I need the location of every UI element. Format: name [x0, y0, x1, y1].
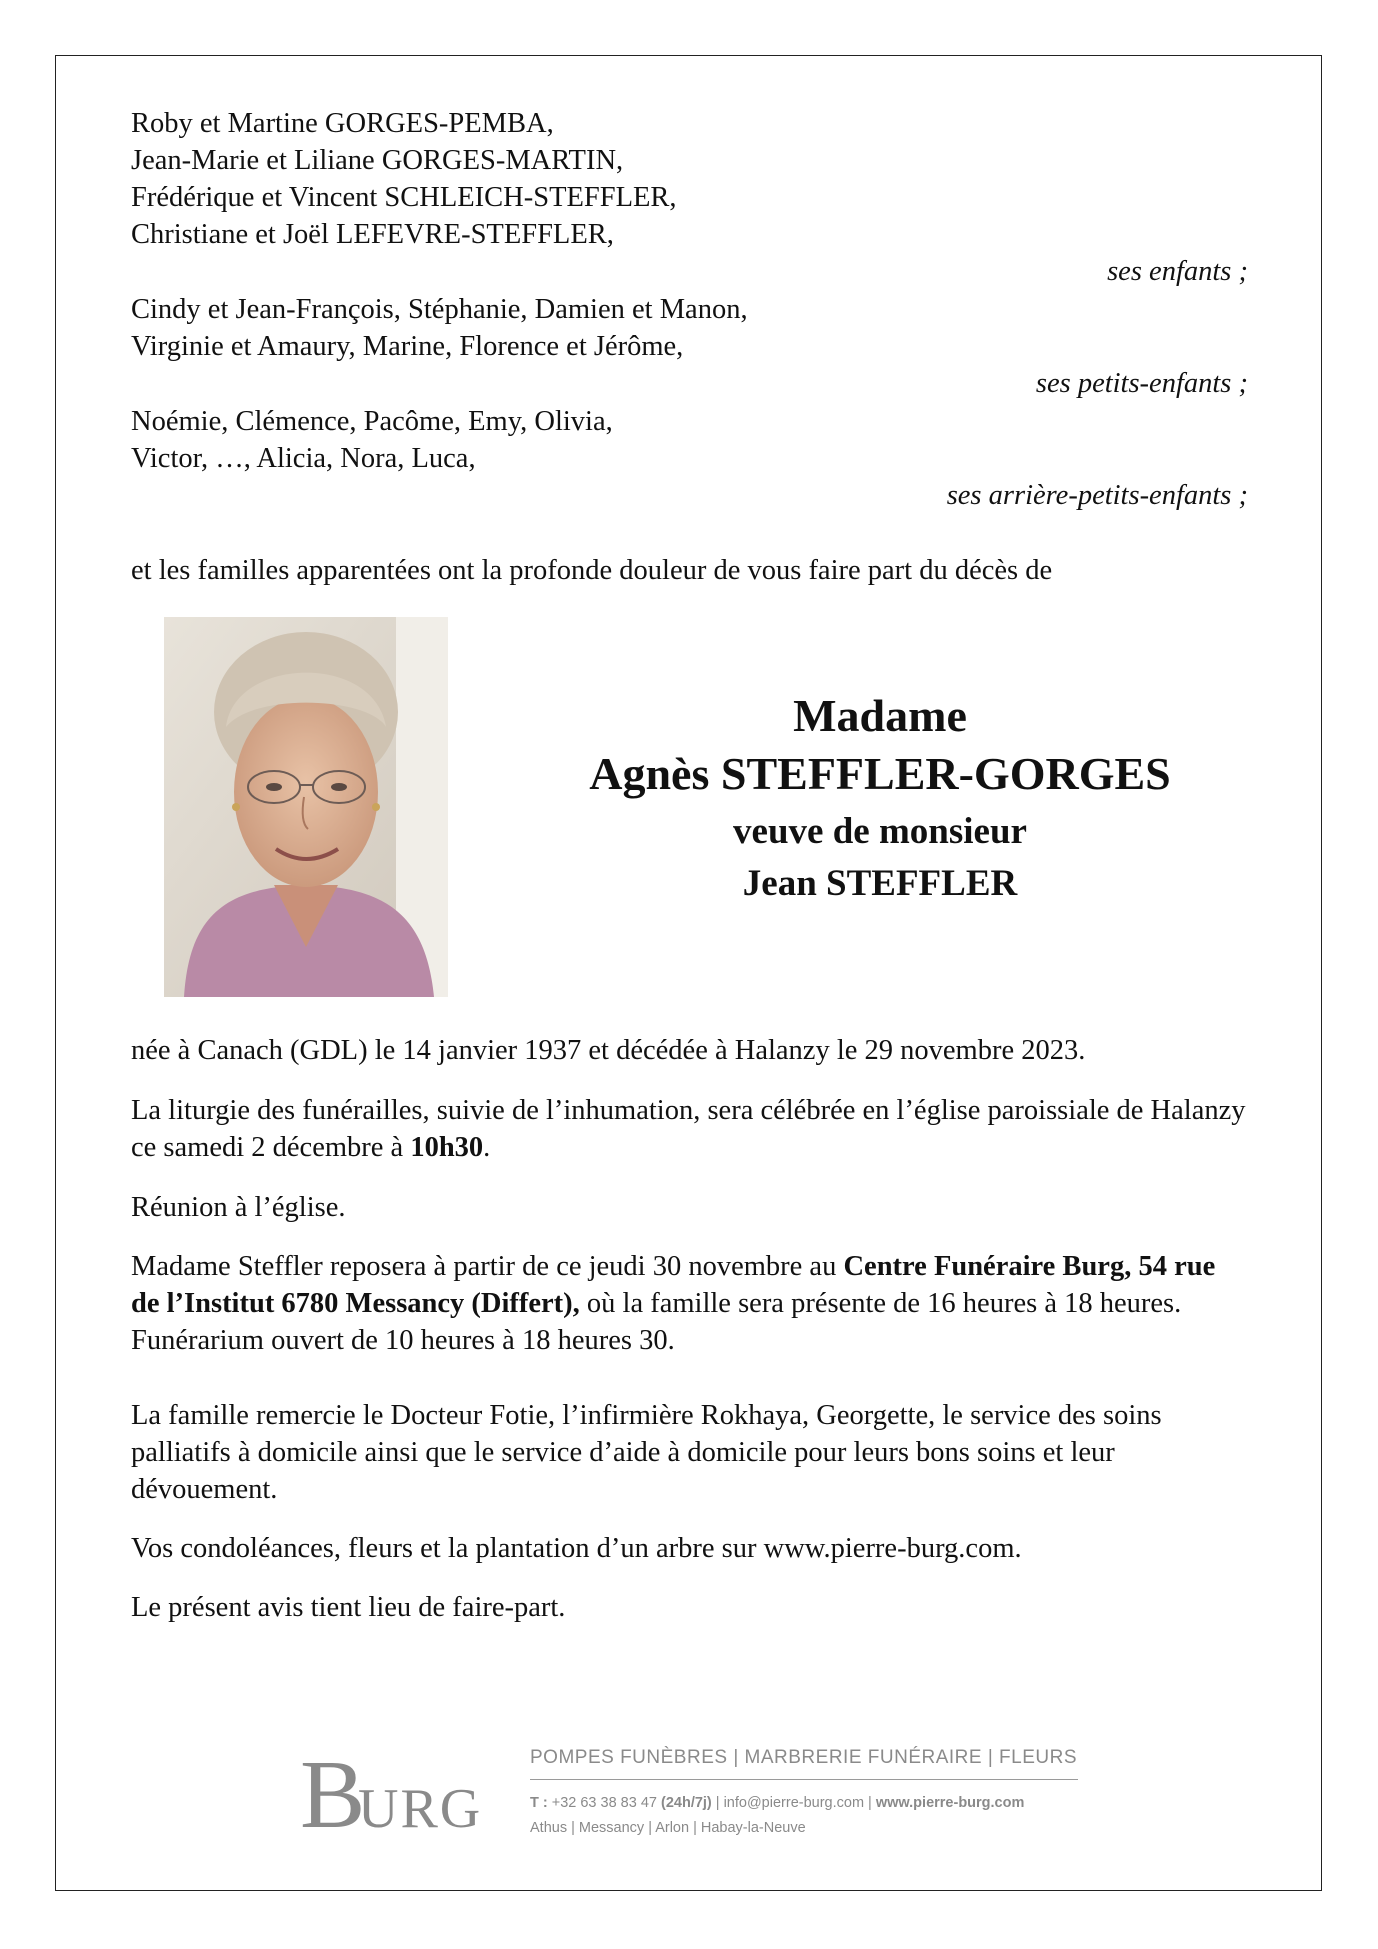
grandchildren-role: ses petits-enfants ; — [1035, 368, 1248, 399]
grandchild-line: Virginie et Amaury, Marine, Florence et Jérôme, — [131, 331, 684, 362]
birth-death-line: née à Canach (GDL) le 14 janvier 1937 et décédée à Halanzy le 29 novembre 2023. — [131, 1035, 1086, 1066]
portrait-photo — [164, 617, 448, 997]
thanks-paragraph: La famille remercie le Docteur Fotie, l’infirmière Rokhaya, Georgette, le service des soins palliatifs à domicile ainsi que le service d’aide à domicile pour leurs bons soins et leur dévouement. — [131, 1400, 1162, 1505]
great-grandchild-line: Noémie, Clémence, Pacôme, Emy, Olivia, — [131, 406, 613, 437]
rest-text-end: où la famille sera présente de 16 heures à 18 heures. Funérarium ouvert de 10 heures à 18 heures 30. — [131, 1288, 1182, 1356]
liturgy-text: La liturgie des funérailles, suivie de l’inhumation, sera célébrée en l’église paroissiale de Halanzy ce samedi 2 décembre à — [131, 1095, 1246, 1163]
meeting-line: Réunion à l’église. — [131, 1192, 346, 1223]
burg-logo-rest: URG — [358, 1778, 480, 1835]
children-role: ses enfants ; — [1107, 256, 1248, 287]
footer-contact — [530, 1795, 1024, 1811]
burg-logo-b: B — [300, 1745, 366, 1835]
email-address: | info@pierre-burg.com | — [711, 1795, 876, 1811]
rest-text: Madame Steffler reposera à partir de ce jeudi 30 novembre au — [131, 1251, 844, 1282]
phone-hours: (24h/7j) — [661, 1795, 712, 1811]
phone-number: +32 63 38 83 47 — [547, 1795, 661, 1811]
footer-locations: Athus | Messancy | Arlon | Habay-la-Neuve — [530, 1820, 806, 1836]
announcement: et les familles apparentées ont la profonde douleur de vous faire part du décès de — [131, 555, 1053, 586]
rest-place: Centre Funéraire Burg, 54 rue de l’Institut 6780 Messancy (Differt), — [131, 1251, 1216, 1319]
liturgy-paragraph — [131, 1092, 1249, 1166]
phone-label: T : — [530, 1795, 548, 1811]
child-line: Christiane et Joël LEFEVRE-STEFFLER, — [131, 219, 614, 250]
deceased-name: Agnès STEFFLER-GORGES — [589, 748, 1171, 799]
rest-paragraph — [131, 1248, 1249, 1359]
condolences-line: Vos condoléances, fleurs et la plantation d’un arbre sur www.pierre-burg.com. — [131, 1533, 1022, 1564]
great-grandchildren-role: ses arrière-petits-enfants ; — [946, 480, 1248, 511]
great-grandchild-line: Victor, …, Alicia, Nora, Luca, — [131, 443, 476, 474]
website-link: www.pierre-burg.com — [875, 1795, 1025, 1811]
liturgy-end: . — [483, 1132, 491, 1163]
child-line: Frédérique et Vincent SCHLEICH-STEFFLER, — [131, 182, 677, 213]
child-line: Roby et Martine GORGES-PEMBA, — [131, 108, 554, 139]
grandchild-line: Cindy et Jean-François, Stéphanie, Damien et Manon, — [131, 294, 748, 325]
footer-services: POMPES FUNÈBRES | MARBRERIE FUNÉRAIRE | FLEURS — [530, 1747, 1078, 1768]
notice-line: Le présent avis tient lieu de faire-part. — [131, 1592, 566, 1623]
burg-logo — [300, 1745, 480, 1835]
child-line: Jean-Marie et Liliane GORGES-MARTIN, — [131, 145, 624, 176]
deceased-title: Madame — [793, 690, 967, 741]
widow-line: veuve de monsieur — [733, 811, 1027, 852]
spouse-name: Jean STEFFLER — [742, 863, 1018, 904]
liturgy-time: 10h30 — [410, 1132, 484, 1163]
footer-divider — [530, 1779, 1078, 1780]
